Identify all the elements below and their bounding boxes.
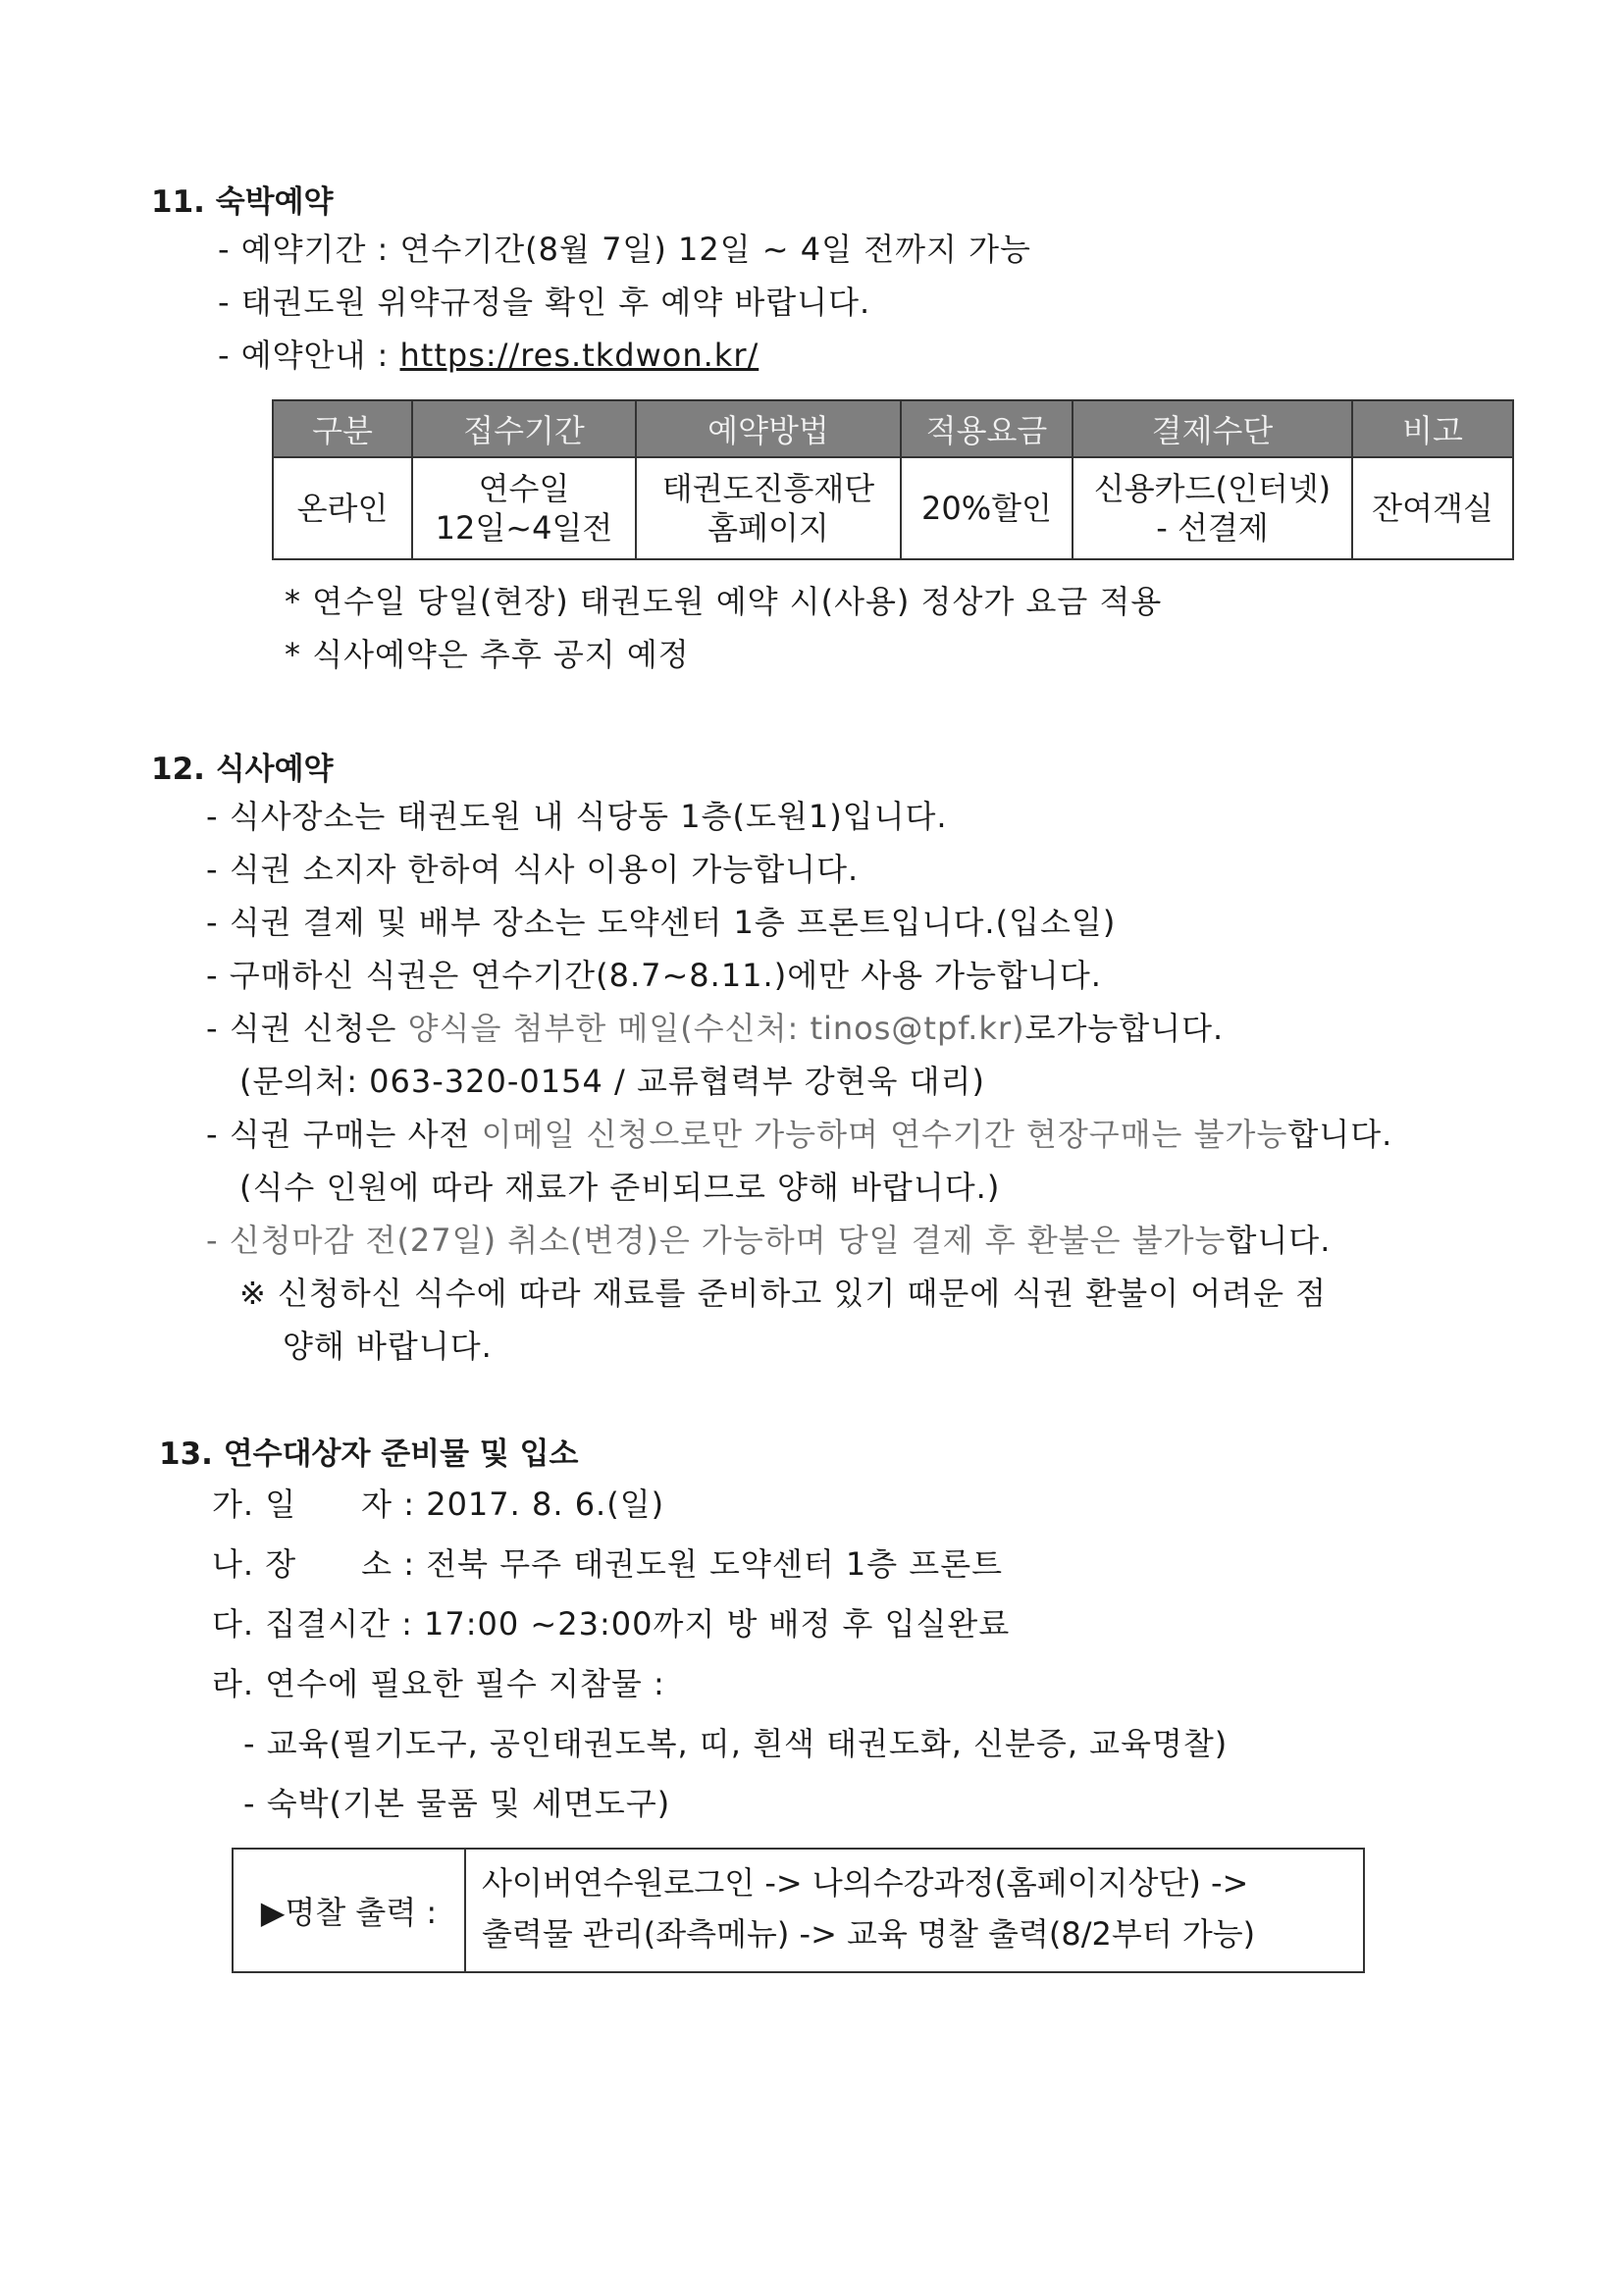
table-header: 접수기간 [412,400,636,457]
booking-table [272,399,1514,560]
s12-line: - 식권 결제 및 배부 장소는 도약센터 1층 프론트입니다.(입소일) [206,904,1117,941]
s12-line: - 구매하신 식권은 연수기간(8.7~8.11.)에만 사용 가능합니다. [206,957,1102,994]
table-header: 결제수단 [1073,400,1352,457]
s13-items-title: 라. 연수에 필요한 필수 지참물 : [212,1665,665,1702]
cell-method-line: 홈페이지 [707,509,829,547]
table-row [273,457,1513,559]
cell-payment-line: - 선결제 [1156,509,1269,547]
cell-period-line: 12일~4일전 [435,509,613,547]
table-header: 구분 [273,400,412,457]
s13-time: 다. 집결시간 : 17:00 ~23:00까지 방 배정 후 입실완료 [212,1605,1011,1643]
section-11-title: 11. 숙박예약 [151,184,334,220]
s12-line: (식수 인원에 따라 재료가 준비되므로 양해 바랍니다.) [239,1169,1001,1206]
cell-method-line: 태권도진흥재단 [661,470,875,507]
s11-note: * 연수일 당일(현장) 태권도원 예약 시(사용) 정상가 요금 적용 [285,583,1163,620]
s11-item-period: - 예약기간 : 연수기간(8월 7일) 12일 ~ 4일 전까지 가능 [218,231,1031,268]
section-12-title: 12. 식사예약 [151,752,334,787]
s12-line-purchase [206,1115,1392,1154]
cell-payment [1073,457,1352,559]
s12-contact: (문의처: 063-320-0154 / 교류협력부 강현욱 대리) [239,1063,985,1100]
table-header: 비고 [1352,400,1513,457]
name-tag-label: ▶명찰 출력 : [234,1850,466,1971]
table-header-row [273,400,1513,457]
reservation-link[interactable]: https://res.tkdwon.kr/ [399,337,759,374]
s12-purchase-c: 합니다. [1287,1116,1393,1153]
cell-rate: 20%할인 [901,457,1073,559]
cell-method [636,457,901,559]
name-tag-instructions [466,1850,1363,1971]
name-tag-line: 사이버연수원로그인 -> 나의수강과정(홈페이지상단) -> [482,1864,1249,1902]
s12-cancel-b: 합니다. [1226,1222,1332,1259]
cell-type: 온라인 [273,457,412,559]
cell-period-line: 연수일 [478,470,570,507]
s12-purchase-b: 이메일 신청으로만 가능하며 연수기간 현장구매는 불가능 [481,1116,1288,1153]
name-tag-line: 출력물 관리(좌측메뉴) -> 교육 명찰 출력(8/2부터 가능) [482,1915,1256,1953]
s12-line: ※ 신청하신 식수에 따라 재료를 준비하고 있기 때문에 식권 환불이 어려운 점 [239,1275,1328,1312]
s12-apply-b: 양식을 첨부한 메일(수신처: tinos@tpf.kr) [407,1010,1025,1047]
s12-line: - 식사장소는 태권도원 내 식당동 1층(도원1)입니다. [206,798,948,835]
table-header: 예약방법 [636,400,901,457]
cell-note: 잔여객실 [1352,457,1513,559]
s12-line-cancel [206,1221,1331,1260]
s13-item-lodging: - 숙박(기본 물품 및 세면도구) [243,1785,671,1822]
s12-apply-a: - 식권 신청은 [206,1010,408,1047]
table-header: 적용요금 [901,400,1073,457]
s12-cancel-a: - 신청마감 전(27일) 취소(변경)은 가능하며 당일 결제 후 환불은 불가능 [206,1222,1227,1259]
s12-line: - 식권 소지자 한하여 식사 이용이 가능합니다. [206,851,860,888]
s11-item-guide [218,336,759,375]
s11-guide-label: - 예약안내 : [218,337,400,374]
s12-purchase-a: - 식권 구매는 사전 [206,1116,482,1153]
section-13-title: 13. 연수대상자 준비물 및 입소 [159,1436,579,1472]
s11-note: * 식사예약은 추후 공지 예정 [285,636,690,673]
s12-line-apply [206,1009,1224,1048]
name-tag-box [232,1848,1365,1973]
cell-payment-line: 신용카드(인터넷) [1093,470,1332,507]
s13-date: 가. 일 자 : 2017. 8. 6.(일) [212,1486,665,1523]
s12-line: 양해 바랍니다. [283,1328,493,1365]
s12-apply-c: 로가능합니다. [1024,1010,1225,1047]
cell-period [412,457,636,559]
s13-place: 나. 장 소 : 전북 무주 태권도원 도약센터 1층 프론트 [212,1545,1004,1583]
s13-item-edu: - 교육(필기도구, 공인태권도복, 띠, 흰색 태권도화, 신분증, 교육명찰) [243,1725,1229,1762]
s11-item-policy: - 태권도원 위약규정을 확인 후 예약 바랍니다. [218,284,871,321]
